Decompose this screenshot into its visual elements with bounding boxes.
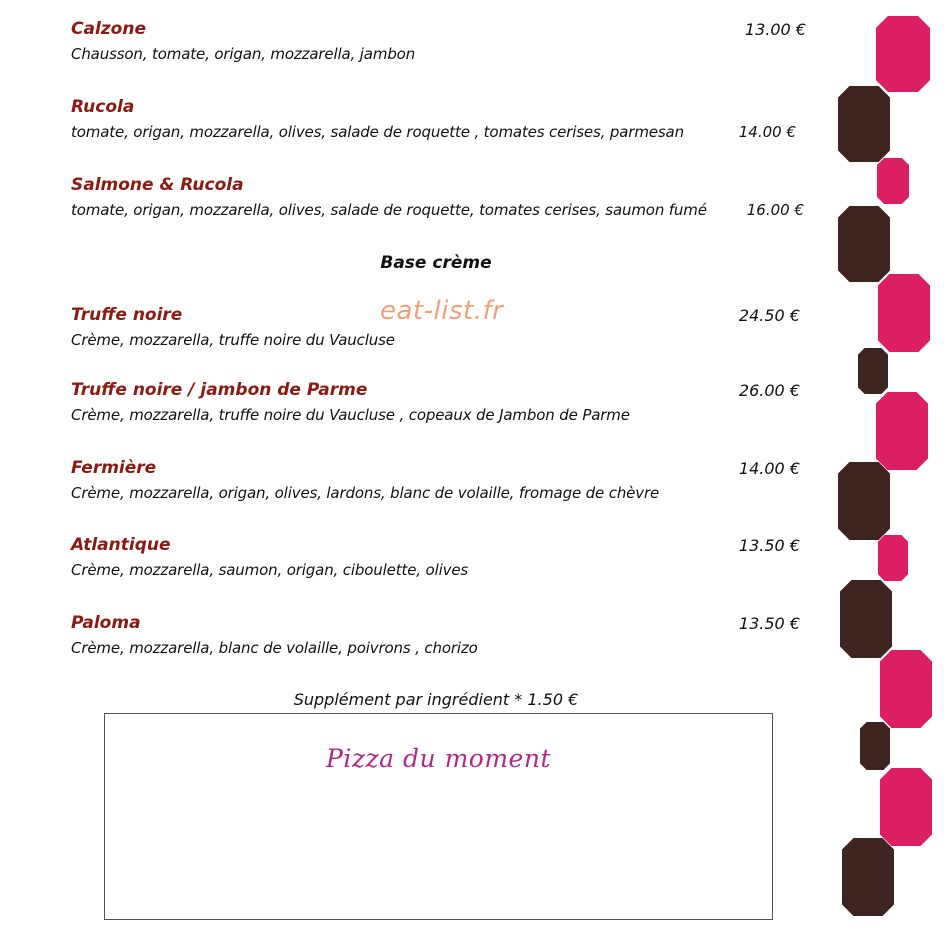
item-name: Calzone bbox=[71, 19, 146, 39]
brown-octagon bbox=[858, 348, 888, 394]
pizza-du-moment-title: Pizza du moment bbox=[326, 744, 551, 773]
item-description: Crème, mozzarella, blanc de volaille, poivrons , chorizo bbox=[71, 639, 478, 657]
item-name: Paloma bbox=[71, 613, 141, 633]
item-price: 13.00 € bbox=[744, 20, 806, 39]
pink-octagon bbox=[876, 16, 930, 92]
item-price: 24.50 € bbox=[738, 306, 800, 325]
item-name: Rucola bbox=[71, 97, 135, 117]
watermark: eat-list.fr bbox=[380, 296, 504, 326]
pink-octagon bbox=[878, 274, 930, 352]
item-description: tomate, origan, mozzarella, olives, salade de roquette, tomates cerises, saumon fumé bbox=[71, 201, 707, 219]
brown-octagon bbox=[842, 838, 894, 916]
brown-octagon bbox=[838, 206, 890, 282]
item-price: 26.00 € bbox=[738, 381, 800, 400]
pink-octagon bbox=[878, 535, 908, 581]
item-price: 14.00 € bbox=[738, 123, 796, 141]
item-name: Fermière bbox=[71, 458, 157, 478]
brown-octagon bbox=[840, 580, 892, 658]
item-price: 14.00 € bbox=[738, 459, 800, 478]
supplement-note: Supplément par ingrédient * 1.50 € bbox=[293, 690, 579, 709]
item-description: tomate, origan, mozzarella, olives, salade de roquette , tomates cerises, parmesan bbox=[71, 123, 684, 141]
pink-octagon bbox=[877, 158, 909, 204]
item-price: 13.50 € bbox=[738, 536, 800, 555]
item-description: Crème, mozzarella, origan, olives, lardons, blanc de volaille, fromage de chèvre bbox=[71, 484, 660, 502]
brown-octagon bbox=[838, 86, 890, 162]
item-name: Salmone & Rucola bbox=[71, 175, 244, 195]
item-name: Atlantique bbox=[71, 535, 171, 555]
item-price: 13.50 € bbox=[738, 614, 800, 633]
pink-octagon bbox=[880, 650, 932, 728]
item-name: Truffe noire / jambon de Parme bbox=[71, 380, 368, 400]
item-description: Crème, mozzarella, saumon, origan, ciboulette, olives bbox=[71, 561, 469, 579]
item-description: Crème, mozzarella, truffe noire du Vaucluse bbox=[71, 331, 395, 349]
item-description: Crème, mozzarella, truffe noire du Vaucluse , copeaux de Jambon de Parme bbox=[71, 406, 630, 424]
item-name: Truffe noire bbox=[71, 305, 183, 325]
item-description: Chausson, tomate, origan, mozzarella, jambon bbox=[71, 45, 416, 63]
brown-octagon bbox=[838, 462, 890, 540]
decorative-octagons bbox=[830, 0, 944, 944]
section-heading: Base crème bbox=[380, 253, 492, 273]
item-price: 16.00 € bbox=[746, 201, 804, 219]
pink-octagon bbox=[880, 768, 932, 846]
pizza-du-moment-box bbox=[104, 713, 773, 920]
brown-octagon bbox=[860, 722, 890, 770]
pink-octagon bbox=[876, 392, 928, 470]
